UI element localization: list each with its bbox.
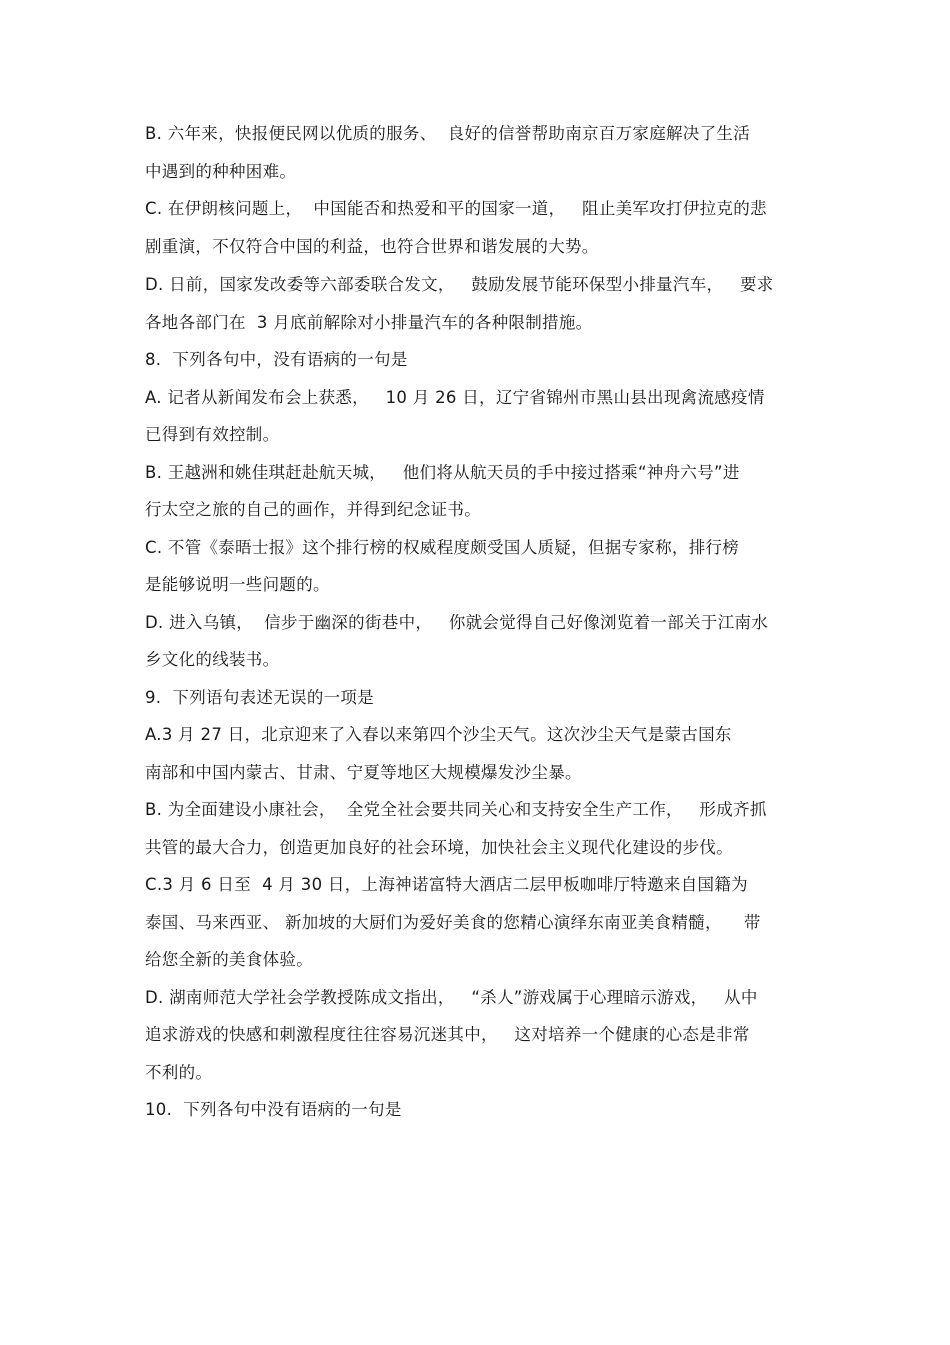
- question-7-option-b-line-1: B. 六年来，快报便民网以优质的服务、 良好的信誉帮助南京百万家庭解决了生活: [145, 124, 750, 143]
- question-7-option-c-line-2: 剧重演，不仅符合中国的利益，也符合世界和谐发展的大势。: [145, 237, 599, 256]
- question-9-option-d-line-1: D. 湖南师范大学社会学教授陈成文指出， “杀人”游戏属于心理暗示游戏， 从中: [145, 988, 758, 1007]
- question-9-option-b-line-2: 共管的最大合力，创造更加良好的社会环境，加快社会主义现代化建设的步伐。: [145, 838, 733, 857]
- question-8-option-b-line-2: 行太空之旅的自己的画作，并得到纪念证书。: [145, 500, 481, 519]
- question-9-title: 9. 下列语句表述无误的一项是: [145, 688, 375, 707]
- question-8-option-d-line-1: D. 进入乌镇， 信步于幽深的街巷中， 你就会觉得自己好像浏览着一部关于江南水: [145, 613, 769, 632]
- question-8-title: 8. 下列各句中，没有语病的一句是: [145, 350, 408, 369]
- question-8-option-c-line-1: C. 不管《泰晤士报》这个排行榜的权威程度颇受国人质疑，但据专家称，排行榜: [145, 538, 740, 557]
- question-7-option-d-line-2: 各地各部门在 3 月底前解除对小排量汽车的各种限制措施。: [145, 313, 593, 332]
- question-9-option-a-line-1: A.3 月 27 日，北京迎来了入春以来第四个沙尘天气。这次沙尘天气是蒙古国东: [145, 725, 732, 744]
- question-9-option-c-line-3: 给您全新的美食体验。: [145, 950, 313, 969]
- question-9-option-d-line-2: 追求游戏的快感和刺激程度往往容易沉迷其中， 这对培养一个健康的心态是非常: [145, 1025, 750, 1044]
- question-7-option-c-line-1: C. 在伊朗核问题上， 中国能否和热爱和平的国家一道， 阻止美军攻打伊拉克的悲: [145, 199, 767, 218]
- question-7-option-b-line-2: 中遇到的种种困难。: [145, 162, 297, 181]
- question-8-option-a-line-2: 已得到有效控制。: [145, 425, 280, 444]
- question-8-option-c-line-2: 是能够说明一些问题的。: [145, 575, 330, 594]
- question-8-option-d-line-2: 乡文化的线装书。: [145, 650, 280, 669]
- question-9-option-b-line-1: B. 为全面建设小康社会， 全党全社会要共同关心和支持安全生产工作， 形成齐抓: [145, 800, 767, 819]
- question-9-option-c-line-1: C.3 月 6 日至 4 月 30 日，上海神诺富特大酒店二层甲板咖啡厅特邀来自国籍为: [145, 875, 748, 894]
- question-9-option-d-line-3: 不利的。: [145, 1063, 213, 1082]
- question-9-option-a-line-2: 南部和中国内蒙古、甘肃、宁夏等地区大规模爆发沙尘暴。: [145, 763, 582, 782]
- question-9-option-c-line-2: 泰国、马来西亚、 新加坡的大厨们为爱好美食的您精心演绎东南亚美食精髓， 带: [145, 913, 761, 932]
- question-10-title: 10. 下列各句中没有语病的一句是: [145, 1100, 402, 1119]
- question-8-option-a-line-1: A. 记者从新闻发布会上获悉， 10 月 26 日，辽宁省锦州市黑山县出现禽流感疫情: [145, 388, 765, 407]
- question-8-option-b-line-1: B. 王越洲和姚佳琪赶赴航天城， 他们将从航天员的手中接过搭乘“神舟六号”进: [145, 463, 740, 482]
- question-7-option-d-line-1: D. 日前，国家发改委等六部委联合发文， 鼓励发展节能环保型小排量汽车， 要求: [145, 275, 774, 294]
